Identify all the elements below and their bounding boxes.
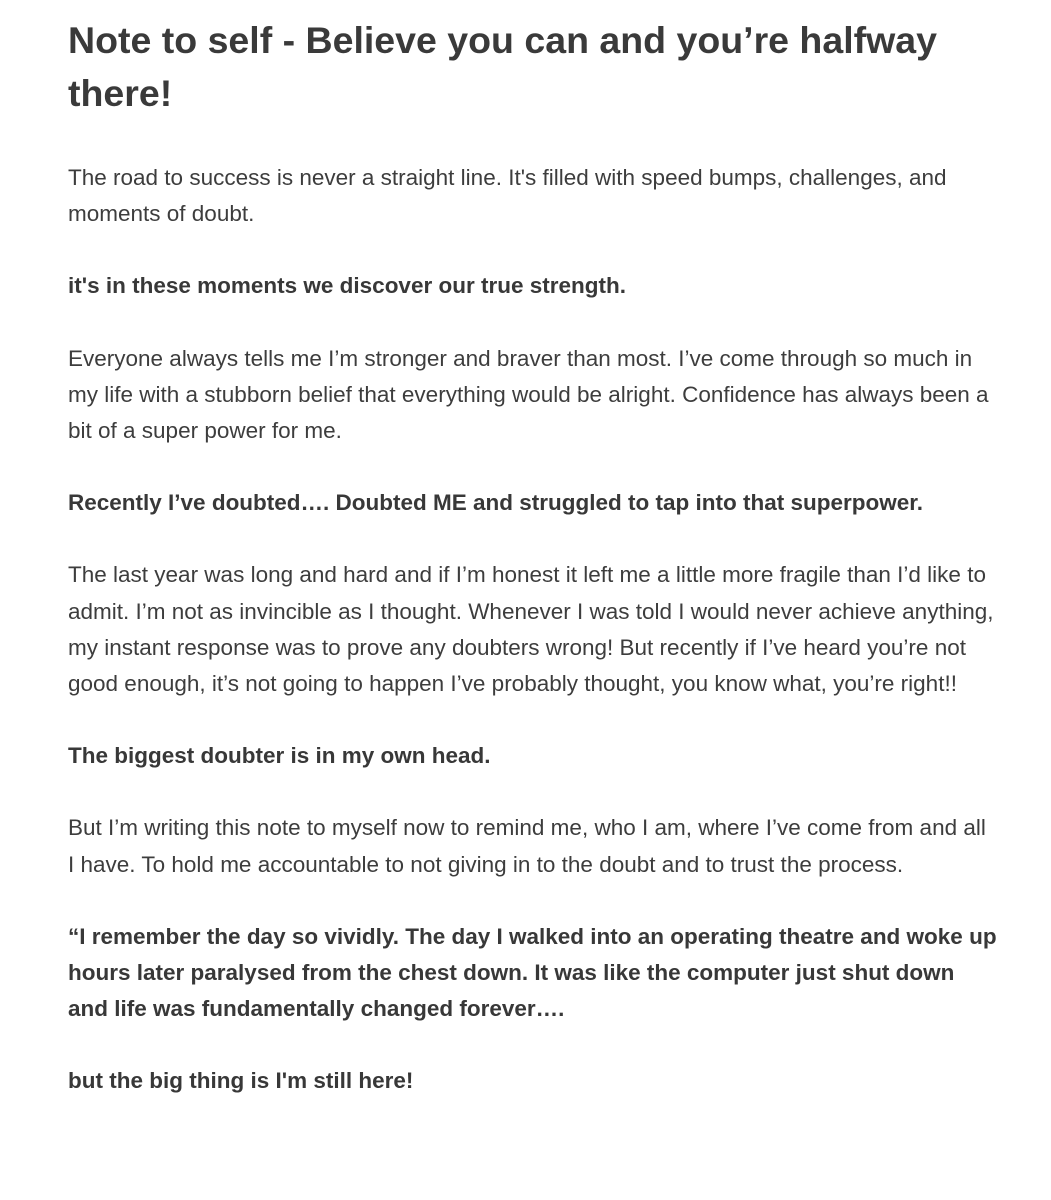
paragraph-quote-operating-theatre: “I remember the day so vividly. The day I walked into an operating theatre and woke up hours later paralysed from the chest down. It was like the computer just shut down and life was fundamentally changed forever…. [68, 923, 997, 1022]
paragraph-true-strength: it's in these moments we discover our true strength. [68, 273, 626, 299]
paragraph-still-here: but the big thing is I'm still here! [68, 1068, 414, 1094]
paragraph-road-to-success: The road to success is never a straight line. It's filled with speed bumps, challenges, and moments of doubt. [68, 165, 947, 227]
paragraph-biggest-doubter: The biggest doubter is in my own head. [68, 743, 491, 769]
paragraph-writing-note: But I’m writing this note to myself now to remind me, who I am, where I’ve come from and all I have. To hold me accountable to not giving in to the doubt and to trust the process. [68, 815, 986, 877]
paragraph-recently-doubted: Recently I’ve doubted…. Doubted ME and struggled to tap into that superpower. [68, 490, 924, 516]
note-title: Note to self - Believe you can and you’re halfway there! [68, 19, 937, 114]
paragraph-last-year: The last year was long and hard and if I’m honest it left me a little more fragile than I’d like to admit. I’m not as invincible as I thought. Whenever I was told I would never achieve anything, my instant response was to prove any doubters wrong! But recently if I’ve heard you’re not good enough, it’s not going to happen I’ve probably thought, you know what, you’re right!! [68, 562, 994, 697]
note-body [68, 160, 998, 1100]
note-document [68, 14, 998, 1100]
paragraph-confidence: Everyone always tells me I’m stronger and braver than most. I’ve come through so much in my life with a stubborn belief that everything would be alright. Confidence has always been a bit of a super power for me. [68, 345, 989, 444]
